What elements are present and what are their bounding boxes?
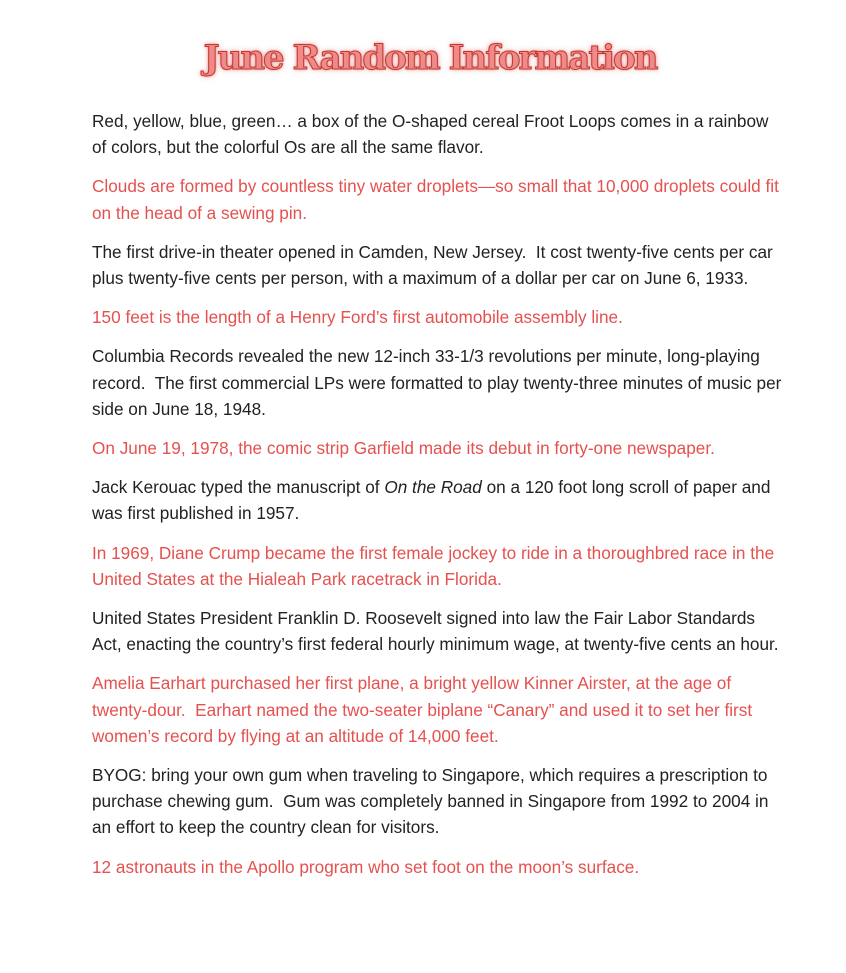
fact-paragraph-7-before: Jack Kerouac typed the manuscript of bbox=[92, 477, 385, 498]
fact-paragraph-3: The first drive-in theater opened in Camden, New Jersey. It cost twenty-five cents per car plus twenty-five cents per person, with a maximum of a dollar per car on June 6, 1933. bbox=[92, 241, 778, 289]
fact-paragraph-4: 150 feet is the length of a Henry Ford’s first automobile assembly line. bbox=[92, 307, 623, 328]
fact-paragraph-7-after: on a 120 foot long scroll of paper and was first published in 1957. bbox=[92, 477, 776, 524]
fact-paragraph-6: On June 19, 1978, the comic strip Garfield made its debut in forty-one newspaper. bbox=[92, 438, 715, 459]
book-title: On the Road bbox=[384, 477, 482, 498]
fact-paragraph-12: 12 astronauts in the Apollo program who set foot on the moon’s surface. bbox=[92, 856, 640, 877]
page-title: June Random Information bbox=[203, 38, 657, 78]
fact-paragraph-11: BYOG: bring your own gum when traveling to Singapore, which requires a prescription to purchase chewing gum. Gum was completely banned in Singapore from 1992 to 2004 in an effort to keep the country clean for visitors. bbox=[92, 765, 774, 838]
fact-paragraph-1: Red, yellow, blue, green… a box of the O-shaped cereal Froot Loops comes in a rainbow of colors, but the colorful Os are all the same flavor. bbox=[92, 111, 774, 158]
fact-paragraph-7 bbox=[92, 474, 782, 526]
fact-paragraph-2: Clouds are formed by countless tiny water droplets—so small that 10,000 droplets could fit on the head of a sewing pin. bbox=[92, 176, 784, 223]
fact-paragraph-5: Columbia Records revealed the new 12-inch 33-1/3 revolutions per minute, long-playing record. The first commercial LPs were formatted to play twenty-three minutes of music per side on June 18, 1948. bbox=[92, 346, 787, 419]
fact-list bbox=[92, 108, 787, 893]
fact-paragraph-9: United States President Franklin D. Roosevelt signed into law the Fair Labor Standards Act, enacting the country’s first federal hourly minimum wage, at twenty-five cents an hour. bbox=[92, 608, 779, 655]
fact-paragraph-10: Amelia Earhart purchased her first plane, a bright yellow Kinner Airster, at the age of twenty-dour. Earhart named the two-seater biplane “Canary” and used it to set her first women’s record by flying at an altitude of 14,000 feet. bbox=[92, 673, 757, 746]
fact-paragraph-8: In 1969, Diane Crump became the first female jockey to ride in a thoroughbred race in the United States at the Hialeah Park racetrack in Florida. bbox=[92, 542, 779, 589]
